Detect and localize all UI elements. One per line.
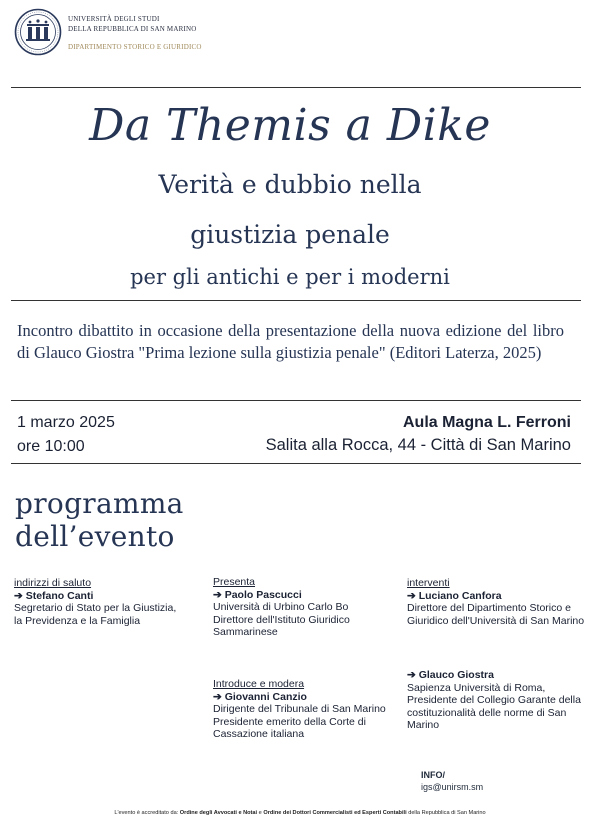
section-label: indirizzi di saluto [14,577,92,589]
footer-post: della Repubblica di San Marino [408,810,486,816]
section-introduce [213,678,388,741]
university-seal-icon [14,8,62,56]
subtitle-line3: per gli antichi e per i moderni [130,265,450,289]
speaker-role: Segretario di Stato per la Giustizia, la Previdenza e la Famiglia [14,602,177,627]
footer-org1: Ordine degli Avvocati e Notai [179,810,258,816]
speaker-name: ➔ Luciano Canfora [407,589,502,602]
date-divider [11,463,581,464]
programma-heading-line1: programma [15,487,184,520]
programma-heading-line2: dell’evento [15,520,175,553]
section-interventi [407,577,587,627]
speaker-role: Università di Urbino Carlo Bo Direttore dell'Istituto Giuridico Sammarinese [213,601,350,639]
info-email[interactable]: igs@unirsm.sm [421,782,484,792]
top-divider [11,87,581,88]
department-name: DIPARTIMENTO STORICO E GIURIDICO [68,43,202,51]
section-giostra [407,669,587,732]
event-time: ore 10:00 [17,438,85,455]
speaker-name: ➔ Giovanni Canzio [213,690,307,703]
university-name-line2: DELLA REPUBBLICA DI SAN MARINO [68,25,197,33]
footer-org2: Ordine dei Dottori Commercialisti ed Esperti Contabili [263,810,407,816]
speaker-role: Sapienza Università di Roma, Presidente del Collegio Garante della costituzionalità delle norme di San Marino [407,681,581,732]
section-saluto [14,577,184,627]
event-address: Salita alla Rocca, 44 - Città di San Marino [265,436,571,454]
subtitle-line2: giustizia penale [190,220,390,249]
event-venue: Aula Magna L. Ferroni [402,414,571,431]
event-title: Da Themis a Dike [89,100,491,151]
footer-mid: e [258,810,262,816]
speaker-name: ➔ Paolo Pascucci [213,588,302,601]
speaker-name: ➔ Glauco Giostra [407,669,494,681]
subtitle-line1: Verità e dubbio nella [158,170,422,199]
section-label: Presenta [213,576,256,588]
section-label: Introduce e modera [213,678,305,690]
university-name-line1: UNIVERSITÀ DEGLI STUDI [68,15,160,23]
section-presenta [213,576,388,639]
section-label: interventi [407,577,450,589]
footer-pre: L'evento è accreditato da: [114,810,179,816]
speaker-name: ➔ Stefano Canti [14,589,94,602]
title-divider [11,300,581,301]
intro-divider [11,400,581,401]
speaker-role: Dirigente del Tribunale di San Marino Presidente emerito della Corte di Cassazione italiana [213,703,386,741]
accreditation-footer [0,810,600,816]
info-label: INFO/ [421,770,445,780]
event-date: 1 marzo 2025 [17,414,115,431]
speaker-role: Direttore del Dipartimento Storico e Giuridico dell'Università di San Marino [407,602,585,627]
intro-text: Incontro dibattito in occasione della presentazione della nuova edizione del libro di Glauco Giostra "Prima lezione sulla giustizia penale" (Editori Laterza, 2025) [17,321,564,362]
